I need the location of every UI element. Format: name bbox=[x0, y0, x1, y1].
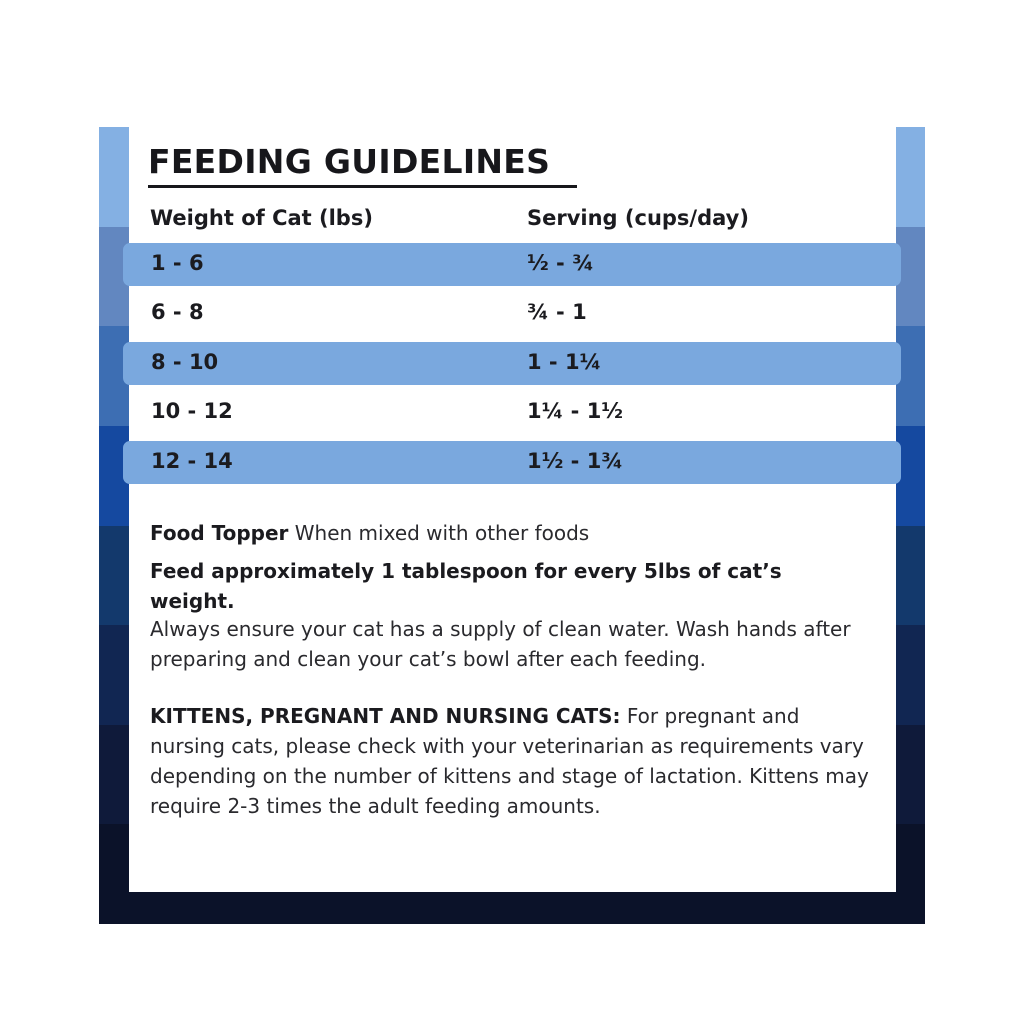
food-topper-label: Food Topper bbox=[150, 521, 289, 545]
water-note: Always ensure your cat has a supply of clean water. Wash hands after preparing and clean your cat’s bowl after each feeding. bbox=[150, 617, 851, 671]
kittens-note bbox=[150, 701, 870, 821]
serving-cell: 1¼ - 1½ bbox=[527, 399, 624, 423]
page-title: FEEDING GUIDELINES bbox=[148, 142, 551, 181]
header-serving: Serving (cups/day) bbox=[527, 206, 749, 230]
table-row bbox=[123, 292, 901, 335]
table-row bbox=[123, 342, 901, 385]
title-underline bbox=[148, 185, 577, 188]
header-weight: Weight of Cat (lbs) bbox=[150, 206, 373, 230]
serving-cell: 1½ - 1¾ bbox=[527, 449, 624, 473]
table-row bbox=[123, 243, 901, 286]
table-row bbox=[123, 441, 901, 484]
serving-cell: ¾ - 1 bbox=[527, 300, 587, 324]
weight-cell: 8 - 10 bbox=[151, 350, 219, 374]
weight-cell: 10 - 12 bbox=[151, 399, 233, 423]
kittens-text: For pregnant and nursing cats, please check with your veterinarian as requirements vary depending on the number of kittens and stage of lactation. Kittens may require 2-3 times the adult feeding amounts. bbox=[150, 704, 869, 818]
weight-cell: 1 - 6 bbox=[151, 251, 204, 275]
food-topper-note: When mixed with other foods bbox=[288, 521, 590, 545]
serving-cell: ½ - ¾ bbox=[527, 251, 594, 275]
table-row bbox=[123, 391, 901, 434]
weight-cell: 12 - 14 bbox=[151, 449, 233, 473]
food-topper-line bbox=[150, 518, 870, 548]
serving-cell: 1 - 1¼ bbox=[527, 350, 602, 374]
kittens-label: KITTENS, PREGNANT AND NURSING CATS: bbox=[150, 704, 621, 728]
weight-cell: 6 - 8 bbox=[151, 300, 204, 324]
food-topper-instruction: Feed approximately 1 tablespoon for every 5lbs of cat’s weight. bbox=[150, 559, 782, 613]
